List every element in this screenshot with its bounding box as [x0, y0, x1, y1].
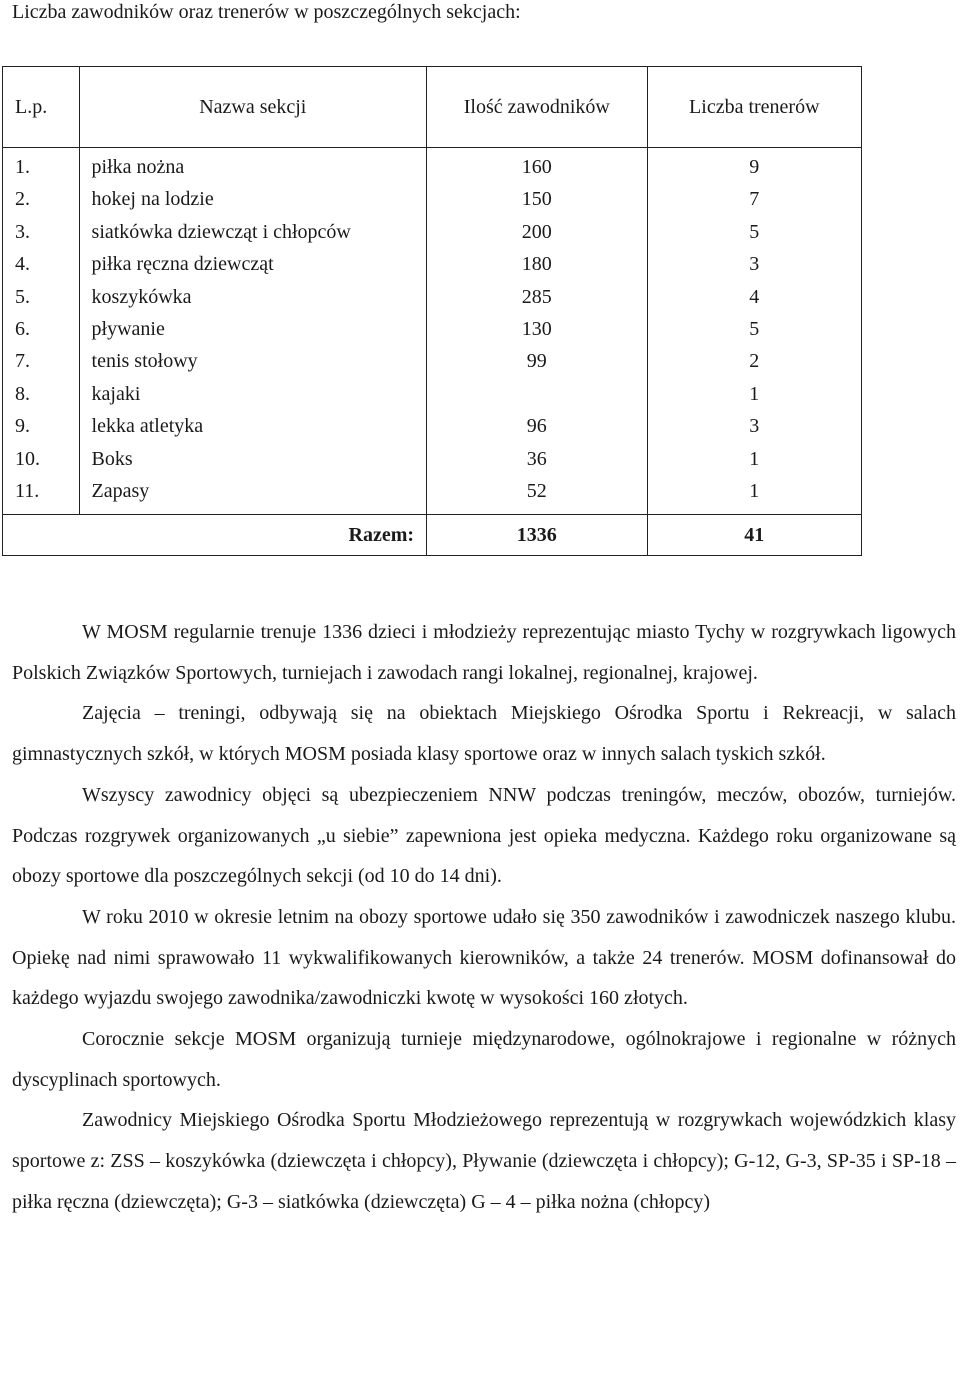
- section-name-cell: Zapasy: [91, 479, 150, 502]
- header-players-count: Ilość zawodników: [427, 67, 648, 148]
- intro-heading: Liczba zawodników oraz trenerów w poszczególnych sekcjach:: [12, 1, 521, 23]
- section-name-cell: lekka atletyka: [91, 415, 204, 438]
- section-name-cell: piłka nożna: [91, 156, 185, 178]
- coaches-column: [647, 148, 861, 515]
- lp-cell: 3.: [15, 220, 30, 243]
- description-text: [12, 612, 956, 1223]
- coaches-cell: 9: [749, 156, 760, 178]
- header-section-name: Nazwa sekcji: [79, 67, 427, 148]
- players-cell: 180: [521, 253, 552, 276]
- players-cell: 285: [521, 285, 552, 308]
- paragraph: Zawodnicy Miejskiego Ośrodka Sportu Młodzieżowego reprezentują w rozgrywkach wojewódzkich klasy sportowe z: ZSS – koszykówka (dziewczęta i chłopcy), Pływanie (dziewczęta i chłopcy); G-12, G-3, SP-35 i SP-18 – piłka ręczna (dziewczęta); G-3 – siatkówka (dziewczęta) G – 4 – piłka nożna (chłopcy): [12, 1109, 956, 1213]
- section-name-cell: piłka ręczna dziewcząt: [91, 253, 274, 276]
- sections-table: [2, 66, 862, 556]
- lp-cell: 6.: [15, 317, 30, 340]
- section-name-cell: siatkówka dziewcząt i chłopców: [91, 220, 351, 243]
- players-cell: 52: [526, 479, 547, 502]
- players-cell: 36: [526, 447, 547, 470]
- paragraph: Zajęcia – treningi, odbywają się na obiektach Miejskiego Ośrodka Sportu i Rekreacji, w salach gimnastycznych szkół, w których MOSM posiada klasy sportowe oraz w innych salach tyskich szkół.: [12, 702, 956, 766]
- header-coaches-count: Liczba trenerów: [647, 67, 861, 148]
- coaches-cell: 1: [749, 479, 760, 502]
- coaches-cell: 5: [749, 317, 760, 340]
- coaches-cell: 5: [749, 220, 760, 243]
- table-header-row: [3, 67, 862, 148]
- section-name-cell: kajaki: [91, 382, 141, 405]
- lp-column: [3, 148, 80, 515]
- players-column: [427, 148, 648, 515]
- total-row: [3, 515, 862, 556]
- players-cell: [427, 378, 647, 410]
- lp-cell: 11.: [15, 479, 40, 502]
- lp-cell: 8.: [15, 382, 30, 405]
- section-name-cell: pływanie: [91, 317, 165, 340]
- total-coaches: 41: [647, 515, 861, 556]
- players-cell: 150: [521, 188, 552, 211]
- table-body-row: [3, 148, 862, 515]
- lp-cell: 5.: [15, 285, 30, 308]
- coaches-cell: 2: [749, 350, 760, 373]
- section-name-cell: hokej na lodzie: [91, 188, 214, 211]
- coaches-cell: 1: [749, 447, 760, 470]
- coaches-cell: 3: [749, 253, 760, 276]
- players-cell: 99: [526, 350, 547, 373]
- header-lp: L.p.: [3, 67, 80, 148]
- name-column: [79, 148, 427, 515]
- lp-cell: 2.: [15, 188, 30, 211]
- players-cell: 160: [521, 156, 552, 178]
- lp-cell: 9.: [15, 415, 30, 438]
- players-cell: 200: [521, 220, 552, 243]
- lp-cell: 4.: [15, 253, 30, 276]
- paragraph: Corocznie sekcje MOSM organizują turnieje międzynarodowe, ogólnokrajowe i regionalne w różnych dyscyplinach sportowych.: [12, 1028, 956, 1091]
- coaches-cell: 4: [749, 285, 760, 308]
- coaches-cell: 3: [749, 415, 760, 438]
- lp-cell: 7.: [15, 350, 30, 373]
- paragraph: W MOSM regularnie trenuje 1336 dzieci i młodzieży reprezentując miasto Tychy w rozgrywkach ligowych Polskich Związków Sportowych, turniejach i zawodach rangi lokalnej, regionalnej, krajowej.: [12, 621, 956, 684]
- lp-cell: 10.: [15, 447, 40, 470]
- section-name-cell: tenis stołowy: [91, 350, 198, 373]
- total-label: Razem:: [3, 515, 427, 556]
- lp-cell: 1.: [15, 156, 30, 178]
- coaches-cell: 1: [749, 382, 760, 405]
- paragraph: Wszyscy zawodnicy objęci są ubezpieczeniem NNW podczas treningów, meczów, obozów, turniejów. Podczas rozgrywek organizowanych „u siebie” zapewniona jest opieka medyczna. Każdego roku organizowane są obozy sportowe dla poszczególnych sekcji (od 10 do 14 dni).: [12, 783, 956, 888]
- paragraph: W roku 2010 w okresie letnim na obozy sportowe udało się 350 zawodników i zawodniczek naszego klubu. Opiekę nad nimi sprawowało 11 wykwalifikowanych kierowników, a także 24 trenerów. MOSM dofinansował do każdego wyjazdu swojego zawodnika/zawodniczki kwotę w wysokości 160 złotych.: [12, 905, 956, 1010]
- section-name-cell: koszykówka: [91, 285, 192, 308]
- coaches-cell: 7: [749, 188, 760, 211]
- players-cell: 130: [521, 317, 552, 340]
- players-cell: 96: [526, 415, 547, 438]
- section-name-cell: Boks: [91, 447, 133, 470]
- total-players: 1336: [427, 515, 648, 556]
